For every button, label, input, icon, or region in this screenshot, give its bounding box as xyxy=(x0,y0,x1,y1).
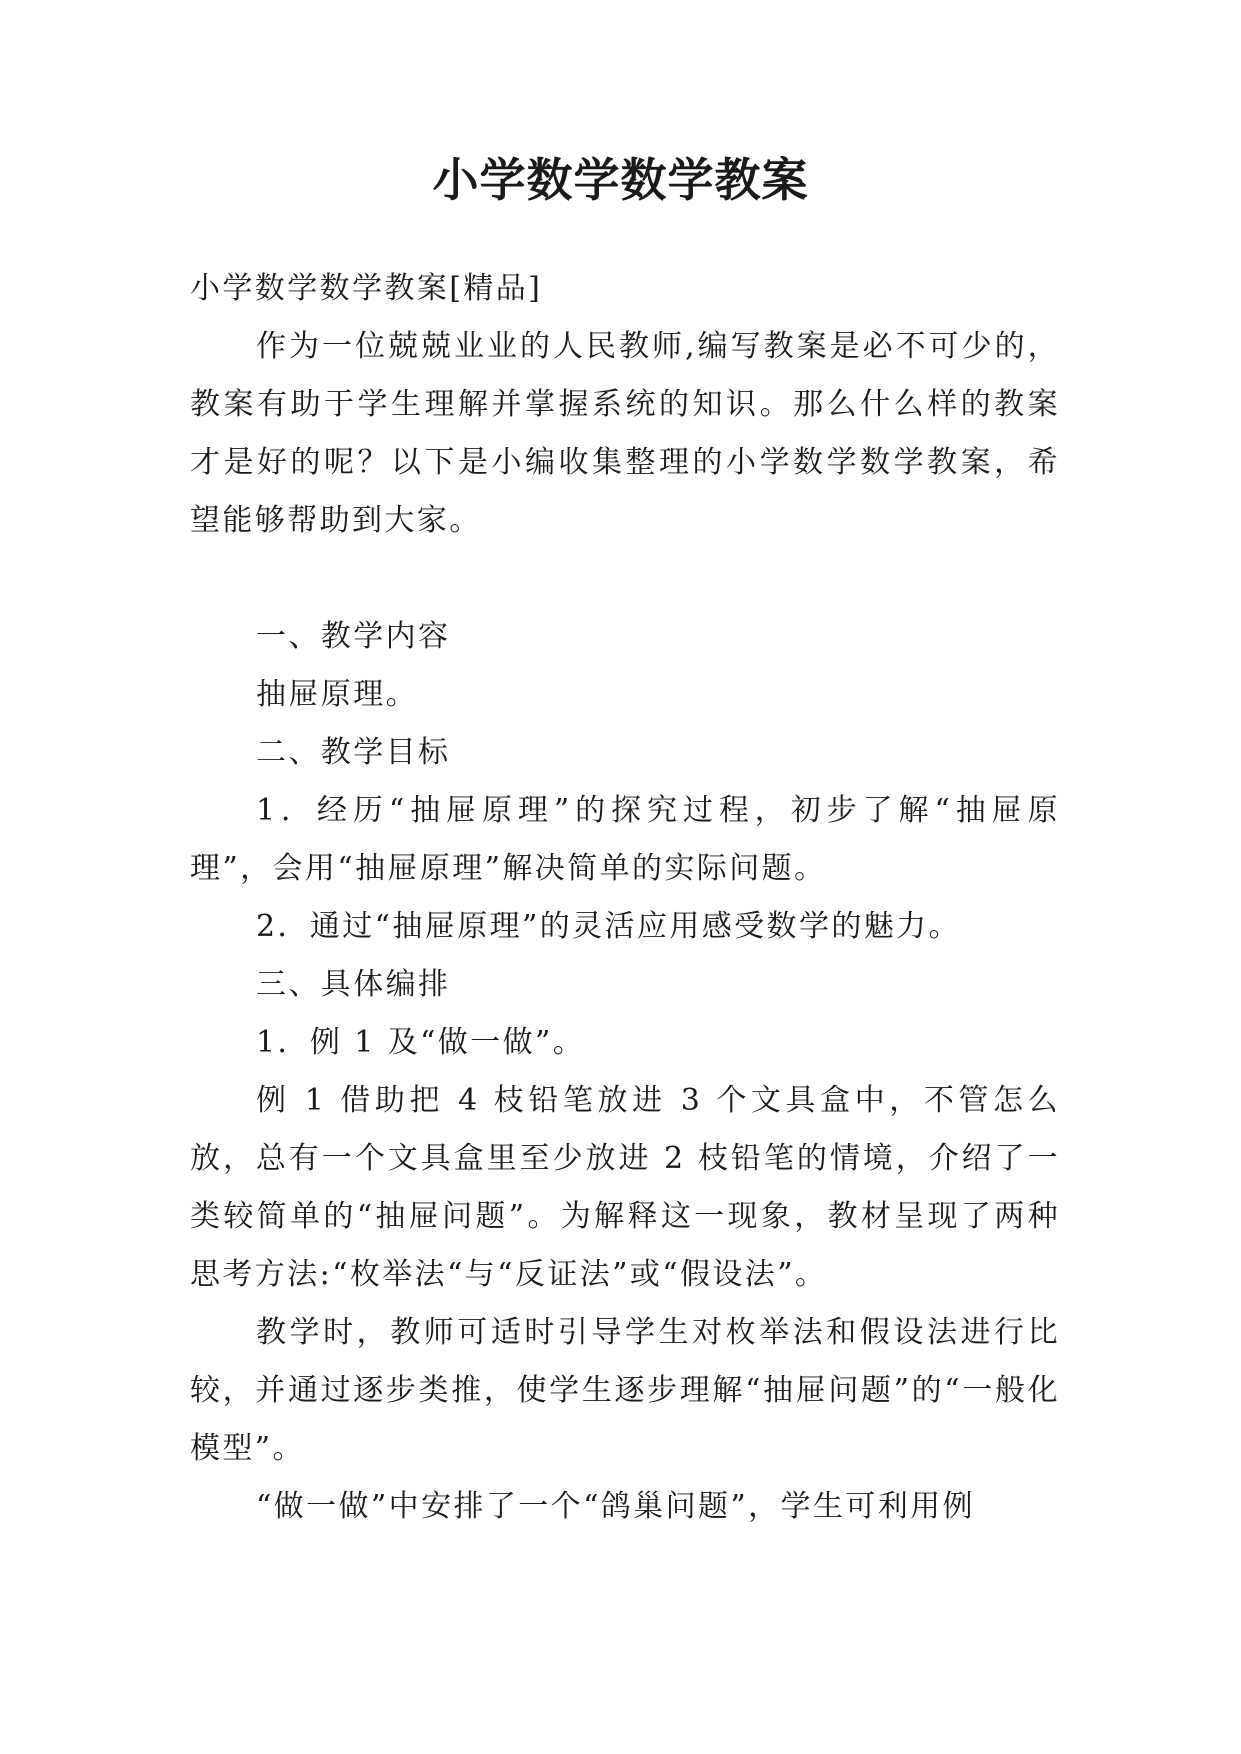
section-heading-goals: 二、教学目标 xyxy=(256,735,451,770)
document-title: 小学数学数学教案 xyxy=(432,153,809,207)
goal-item-2: 2．通过“抽屉原理”的灵活应用感受数学的魅力。 xyxy=(256,909,961,944)
section-heading-content: 一、教学内容 xyxy=(256,619,451,654)
paragraph-teaching: 教学时，教师可适时引导学生对枚举法和假设法进行比较，并通过逐步类推，使学生逐步理解“抽屉问题”的“一般化模型”。 xyxy=(190,1315,1060,1466)
section-heading-arrangement: 三、具体编排 xyxy=(256,967,451,1002)
goal-item-1: 1．经历“抽屉原理”的探究过程，初步了解“抽屉原理”，会用“抽屉原理”解决简单的实际问题。 xyxy=(190,793,1060,886)
document-body xyxy=(190,260,1060,1536)
subtitle-line: 小学数学数学教案[精品] xyxy=(190,271,543,306)
paragraph-do-it: “做一做”中安排了一个“鸽巢问题”，学生可利用例 xyxy=(256,1489,975,1524)
arrangement-item-1: 1．例 1 及“做一做”。 xyxy=(256,1025,586,1060)
intro-paragraph: 作为一位兢兢业业的人民教师,编写教案是必不可少的，教案有助于学生理解并掌握系统的知识。那么什么样的教案才是好的呢？以下是小编收集整理的小学数学数学教案，希望能够帮助到大家。 xyxy=(190,329,1060,538)
paragraph-spacer xyxy=(190,550,1060,608)
paragraph-example-1: 例 1 借助把 4 枝铅笔放进 3 个文具盒中，不管怎么放，总有一个文具盒里至少放进 2 枝铅笔的情境，介绍了一类较简单的“抽屉问题”。为解释这一现象，教材呈现了两种思考方法:“枚举法“与“反证法”或“假设法”。 xyxy=(190,1083,1060,1292)
section-body-content: 抽屉原理。 xyxy=(256,677,418,712)
